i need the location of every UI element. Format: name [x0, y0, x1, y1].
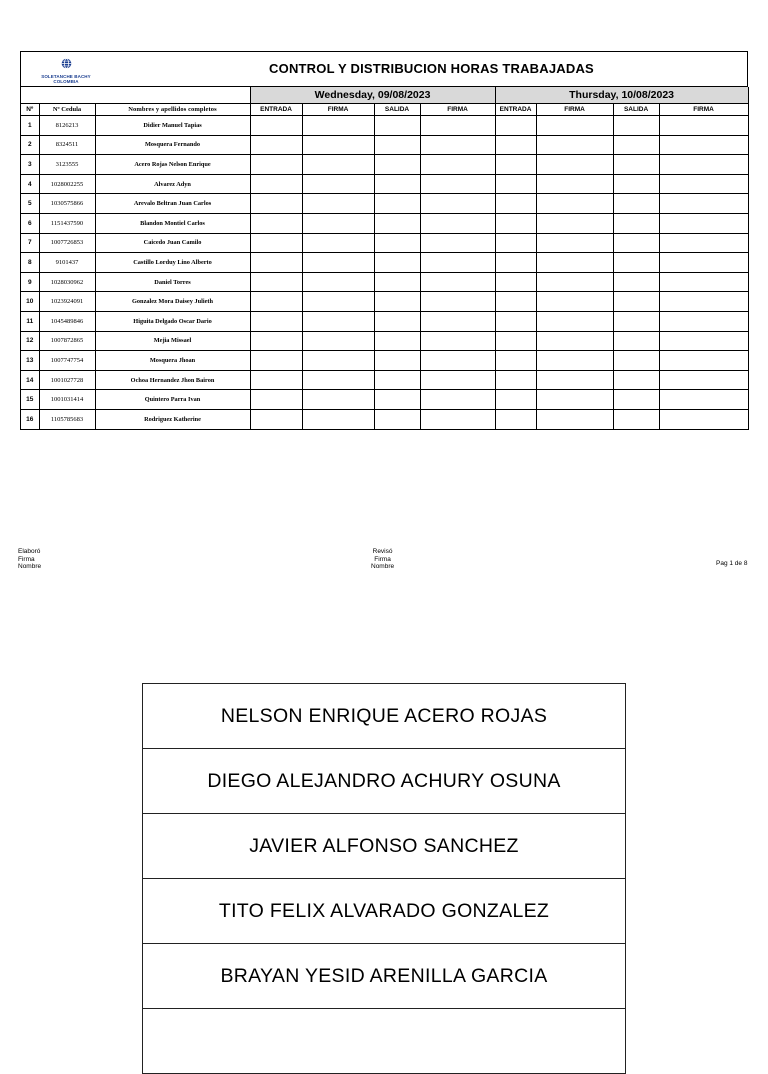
table-row	[21, 311, 748, 331]
firma-cell[interactable]	[420, 331, 495, 351]
table-row	[21, 331, 748, 351]
salida-cell[interactable]	[374, 233, 420, 253]
name-item: DIEGO ALEJANDRO ACHURY OSUNA	[143, 749, 625, 814]
row-cedula: 8126213	[39, 116, 95, 136]
firma-cell[interactable]	[536, 272, 613, 292]
firma-cell[interactable]	[420, 292, 495, 312]
salida-cell[interactable]	[613, 253, 659, 273]
firma-cell[interactable]	[536, 311, 613, 331]
entrada-cell[interactable]	[495, 390, 536, 410]
row-name: Acero Rojas Nelson Enrique	[95, 155, 250, 175]
salida-cell[interactable]	[613, 409, 659, 429]
table-row	[21, 390, 748, 410]
firma-cell[interactable]	[302, 116, 374, 136]
entrada-cell[interactable]	[250, 194, 302, 214]
row-number: 7	[21, 233, 39, 253]
firma-cell[interactable]	[536, 135, 613, 155]
table-row	[21, 233, 748, 253]
entrada-cell[interactable]	[250, 331, 302, 351]
table-row	[21, 174, 748, 194]
entrada-cell[interactable]	[495, 311, 536, 331]
footer-elaboro-firma: Firma	[18, 555, 35, 563]
row-name: Castillo Lorduy Lino Alberto	[95, 253, 250, 273]
firma-cell[interactable]	[536, 253, 613, 273]
row-cedula: 1028002255	[39, 174, 95, 194]
firma-cell[interactable]	[302, 253, 374, 273]
firma-cell[interactable]	[420, 370, 495, 390]
salida-cell[interactable]	[374, 135, 420, 155]
entrada-cell[interactable]	[495, 116, 536, 136]
row-name: Rodriguez Katherine	[95, 409, 250, 429]
firma-cell[interactable]	[302, 233, 374, 253]
salida-cell[interactable]	[374, 390, 420, 410]
firma-cell[interactable]	[420, 135, 495, 155]
col-header-firma-2: FIRMA	[420, 104, 495, 116]
firma-cell[interactable]	[659, 116, 748, 136]
row-number: 3	[21, 155, 39, 175]
entrada-cell[interactable]	[250, 253, 302, 273]
row-cedula: 1030575866	[39, 194, 95, 214]
table-row	[21, 135, 748, 155]
salida-cell[interactable]	[374, 155, 420, 175]
firma-cell[interactable]	[659, 272, 748, 292]
entrada-cell[interactable]	[250, 272, 302, 292]
row-number: 13	[21, 351, 39, 371]
entrada-cell[interactable]	[495, 409, 536, 429]
firma-cell[interactable]	[420, 272, 495, 292]
col-header-entrada-1: ENTRADA	[250, 104, 302, 116]
page-title: CONTROL Y DISTRIBUCION HORAS TRABAJADAS	[269, 61, 594, 76]
row-number: 9	[21, 272, 39, 292]
firma-cell[interactable]	[302, 370, 374, 390]
row-cedula: 1028030962	[39, 272, 95, 292]
salida-cell[interactable]	[374, 409, 420, 429]
table-row	[21, 292, 748, 312]
page-number: Pag 1 de 8	[716, 560, 748, 567]
row-number: 16	[21, 409, 39, 429]
row-name: Gonzalez Mora Daisey Julieth	[95, 292, 250, 312]
salida-cell[interactable]	[374, 194, 420, 214]
firma-cell[interactable]	[302, 272, 374, 292]
table-row	[21, 155, 748, 175]
salida-cell[interactable]	[613, 174, 659, 194]
row-cedula: 1001027728	[39, 370, 95, 390]
firma-cell[interactable]	[536, 194, 613, 214]
names-list	[142, 683, 626, 1074]
row-number: 2	[21, 135, 39, 155]
entrada-cell[interactable]	[495, 233, 536, 253]
name-item: BRAYAN YESID ARENILLA GARCIA	[143, 944, 625, 1009]
firma-cell[interactable]	[302, 213, 374, 233]
row-cedula: 8324511	[39, 135, 95, 155]
day-header-row	[21, 87, 748, 104]
col-header-salida-1: SALIDA	[374, 104, 420, 116]
row-cedula: 3123555	[39, 155, 95, 175]
firma-cell[interactable]	[659, 409, 748, 429]
name-item: TITO FELIX ALVARADO GONZALEZ	[143, 879, 625, 944]
firma-cell[interactable]	[420, 390, 495, 410]
firma-cell[interactable]	[420, 351, 495, 371]
salida-cell[interactable]	[374, 253, 420, 273]
firma-cell[interactable]	[420, 233, 495, 253]
firma-cell[interactable]	[420, 409, 495, 429]
row-number: 4	[21, 174, 39, 194]
name-item: JAVIER ALFONSO SANCHEZ	[143, 814, 625, 879]
row-name: Ochoa Hernandez Jhon Bairon	[95, 370, 250, 390]
salida-cell[interactable]	[374, 174, 420, 194]
row-cedula: 1007726853	[39, 233, 95, 253]
firma-cell[interactable]	[659, 233, 748, 253]
table-row	[21, 370, 748, 390]
salida-cell[interactable]	[613, 311, 659, 331]
row-number: 1	[21, 116, 39, 136]
firma-cell[interactable]	[302, 390, 374, 410]
salida-cell[interactable]	[613, 194, 659, 214]
entrada-cell[interactable]	[495, 292, 536, 312]
day-header-spacer	[21, 87, 250, 104]
entrada-cell[interactable]	[495, 174, 536, 194]
salida-cell[interactable]	[613, 135, 659, 155]
sheet-title-row	[21, 52, 748, 87]
row-cedula: 1023924091	[39, 292, 95, 312]
row-number: 8	[21, 253, 39, 273]
table-row	[21, 116, 748, 136]
entrada-cell[interactable]	[495, 370, 536, 390]
firma-cell[interactable]	[659, 311, 748, 331]
firma-cell[interactable]	[302, 292, 374, 312]
row-number: 15	[21, 390, 39, 410]
row-name: Caicedo Juan Camilo	[95, 233, 250, 253]
entrada-cell[interactable]	[250, 116, 302, 136]
col-header-firma-4: FIRMA	[659, 104, 748, 116]
salida-cell[interactable]	[374, 370, 420, 390]
firma-cell[interactable]	[659, 194, 748, 214]
entrada-cell[interactable]	[250, 233, 302, 253]
footer-elaboro-label: Elaboró	[18, 548, 41, 555]
day-header-wednesday: Wednesday, 09/08/2023	[250, 87, 495, 104]
firma-cell[interactable]	[659, 370, 748, 390]
firma-cell[interactable]	[536, 213, 613, 233]
row-cedula: 1001031414	[39, 390, 95, 410]
row-number: 12	[21, 331, 39, 351]
firma-cell[interactable]	[536, 409, 613, 429]
salida-cell[interactable]	[613, 331, 659, 351]
salida-cell[interactable]	[613, 213, 659, 233]
attendance-table	[21, 87, 749, 430]
table-row	[21, 409, 748, 429]
row-name: Blandon Montiel Carlos	[95, 213, 250, 233]
row-cedula: 1007747754	[39, 351, 95, 371]
column-header-row	[21, 104, 748, 116]
entrada-cell[interactable]	[250, 174, 302, 194]
entrada-cell[interactable]	[250, 213, 302, 233]
salida-cell[interactable]	[613, 390, 659, 410]
row-cedula: 1007872865	[39, 331, 95, 351]
firma-cell[interactable]	[302, 194, 374, 214]
table-row	[21, 272, 748, 292]
name-item: NELSON ENRIQUE ACERO ROJAS	[143, 684, 625, 749]
firma-cell[interactable]	[659, 351, 748, 371]
firma-cell[interactable]	[302, 174, 374, 194]
row-name: Arevalo Beltran Juan Carlos	[95, 194, 250, 214]
row-name: Mejia Missael	[95, 331, 250, 351]
firma-cell[interactable]	[420, 116, 495, 136]
col-header-firma-3: FIRMA	[536, 104, 613, 116]
salida-cell[interactable]	[613, 155, 659, 175]
firma-cell[interactable]	[420, 311, 495, 331]
firma-cell[interactable]	[536, 331, 613, 351]
entrada-cell[interactable]	[250, 292, 302, 312]
salida-cell[interactable]	[374, 116, 420, 136]
table-row	[21, 351, 748, 371]
firma-cell[interactable]	[659, 155, 748, 175]
col-header-num: Nº	[21, 104, 39, 116]
firma-cell[interactable]	[659, 174, 748, 194]
row-name: Higuita Delgado Oscar Dario	[95, 311, 250, 331]
entrada-cell[interactable]	[250, 135, 302, 155]
row-name: Mosquera Fernando	[95, 135, 250, 155]
salida-cell[interactable]	[613, 351, 659, 371]
entrada-cell[interactable]	[495, 155, 536, 175]
salida-cell[interactable]	[613, 116, 659, 136]
footer-elaboro-nombre: Nombre	[18, 563, 42, 570]
firma-cell[interactable]	[302, 331, 374, 351]
row-name: Mosquera Jhoan	[95, 351, 250, 371]
logo-line-1: SOLETANCHE BACHY	[41, 74, 91, 79]
salida-cell[interactable]	[374, 311, 420, 331]
salida-cell[interactable]	[374, 292, 420, 312]
company-logo	[33, 56, 99, 82]
firma-cell[interactable]	[659, 213, 748, 233]
day-header-thursday: Thursday, 10/08/2023	[495, 87, 748, 104]
salida-cell[interactable]	[374, 331, 420, 351]
firma-cell[interactable]	[302, 409, 374, 429]
entrada-cell[interactable]	[250, 155, 302, 175]
entrada-cell[interactable]	[250, 390, 302, 410]
entrada-cell[interactable]	[250, 370, 302, 390]
firma-cell[interactable]	[420, 174, 495, 194]
firma-cell[interactable]	[536, 174, 613, 194]
footer-reviso-label: Revisó	[372, 548, 393, 555]
table-row	[21, 213, 748, 233]
firma-cell[interactable]	[420, 194, 495, 214]
footer-reviso-nombre: Nombre	[371, 563, 395, 570]
row-cedula: 1105785683	[39, 409, 95, 429]
firma-cell[interactable]	[302, 155, 374, 175]
firma-cell[interactable]	[536, 292, 613, 312]
col-header-cedula: Nº Cedula	[39, 104, 95, 116]
firma-cell[interactable]	[536, 370, 613, 390]
salida-cell[interactable]	[613, 370, 659, 390]
row-number: 5	[21, 194, 39, 214]
firma-cell[interactable]	[536, 390, 613, 410]
col-header-entrada-2: ENTRADA	[495, 104, 536, 116]
row-number: 14	[21, 370, 39, 390]
row-number: 11	[21, 311, 39, 331]
salida-cell[interactable]	[613, 272, 659, 292]
firma-cell[interactable]	[659, 390, 748, 410]
entrada-cell[interactable]	[495, 194, 536, 214]
globe-icon	[61, 58, 72, 69]
firma-cell[interactable]	[536, 116, 613, 136]
firma-cell[interactable]	[302, 311, 374, 331]
entrada-cell[interactable]	[495, 272, 536, 292]
row-name: Alvarez Adyn	[95, 174, 250, 194]
row-number: 6	[21, 213, 39, 233]
table-row	[21, 194, 748, 214]
entrada-cell[interactable]	[250, 311, 302, 331]
row-name: Didier Manuel Tapias	[95, 116, 250, 136]
logo-line-2: COLOMBIA	[53, 79, 79, 84]
firma-cell[interactable]	[420, 213, 495, 233]
firma-cell[interactable]	[536, 351, 613, 371]
row-cedula: 9101437	[39, 253, 95, 273]
entrada-cell[interactable]	[495, 351, 536, 371]
table-row	[21, 253, 748, 273]
firma-cell[interactable]	[536, 233, 613, 253]
salida-cell[interactable]	[613, 233, 659, 253]
footer-reviso-firma: Firma	[374, 555, 391, 563]
row-name: Quintero Parra Ivan	[95, 390, 250, 410]
row-number: 10	[21, 292, 39, 312]
col-header-name: Nombres y apellidos completos	[95, 104, 250, 116]
firma-cell[interactable]	[659, 253, 748, 273]
firma-cell[interactable]	[420, 253, 495, 273]
col-header-firma-1: FIRMA	[302, 104, 374, 116]
attendance-sheet	[20, 51, 748, 430]
entrada-cell[interactable]	[495, 213, 536, 233]
entrada-cell[interactable]	[250, 409, 302, 429]
firma-cell[interactable]	[659, 292, 748, 312]
col-header-salida-2: SALIDA	[613, 104, 659, 116]
name-item-empty	[143, 1009, 625, 1074]
firma-cell[interactable]	[659, 331, 748, 351]
firma-cell[interactable]	[302, 351, 374, 371]
entrada-cell[interactable]	[495, 253, 536, 273]
firma-cell[interactable]	[659, 135, 748, 155]
footer-reviso	[371, 548, 394, 571]
salida-cell[interactable]	[374, 213, 420, 233]
row-name: Daniel Torres	[95, 272, 250, 292]
entrada-cell[interactable]	[495, 135, 536, 155]
firma-cell[interactable]	[302, 135, 374, 155]
salida-cell[interactable]	[613, 292, 659, 312]
firma-cell[interactable]	[536, 155, 613, 175]
salida-cell[interactable]	[374, 272, 420, 292]
row-cedula: 1151437590	[39, 213, 95, 233]
firma-cell[interactable]	[420, 155, 495, 175]
salida-cell[interactable]	[374, 351, 420, 371]
footer-elaboro	[18, 548, 41, 571]
entrada-cell[interactable]	[250, 351, 302, 371]
row-cedula: 1045489846	[39, 311, 95, 331]
entrada-cell[interactable]	[495, 331, 536, 351]
